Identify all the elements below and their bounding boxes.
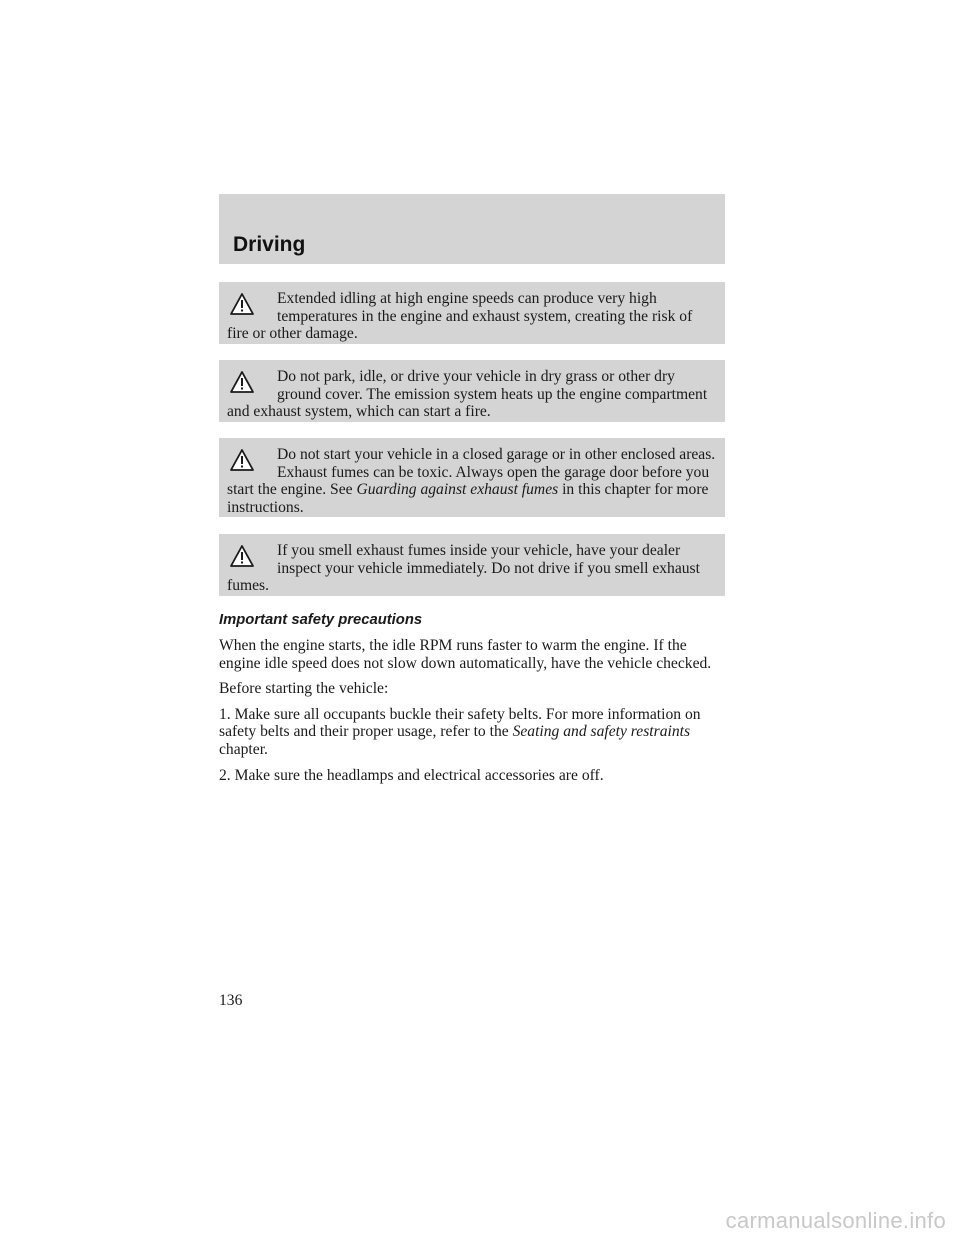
watermark: carmanualsonline.info [725,1208,946,1233]
warning-text-after: in this chapter for more instructions. [227,481,709,516]
step-1 [219,706,725,759]
warning-text-before: Do not start your vehicle in a closed garage or in other enclosed areas. Exhaust fumes can be toxic. Always open the garage door before you start the engine. See [227,446,716,499]
step-2: 2. Make sure the headlamps and electrical accessories are off. [219,766,604,784]
warning-box-smell-fumes [219,534,725,596]
cross-reference-seating: Seating and safety restraints [512,723,691,741]
step-1-text-before: 1. Make sure all occupants buckle their safety belts. For more information on safety belts and their proper usage, refer to the [219,705,701,741]
warning-triangle-icon [227,368,277,402]
warning-box-dry-grass [219,360,725,422]
warning-triangle-icon [227,542,277,576]
warning-text: If you smell exhaust fumes inside your vehicle, have your dealer inspect your vehicle immediately. Do not drive if you smell exhaust fumes. [227,542,700,595]
chapter-title: Driving [233,233,306,256]
cross-reference-exhaust-fumes: Guarding against exhaust fumes [356,481,559,499]
section-heading: Important safety precautions [219,612,423,628]
warning-text [227,446,717,516]
warning-box-idling [219,282,725,344]
page-number: 136 [219,992,243,1009]
warning-text: Extended idling at high engine speeds can produce very high temperatures in the engine and exhaust system, creating the risk of fire or other damage. [227,290,693,343]
paragraph-before-starting: Before starting the vehicle: [219,680,389,698]
warning-text: Do not park, idle, or drive your vehicle in dry grass or other dry ground cover. The emission system heats up the engine compartment and exhaust system, which can start a fire. [227,368,708,421]
step-1-text-after: chapter. [219,740,268,758]
chapter-header [219,194,725,264]
paragraph-idle-rpm: When the engine starts, the idle RPM runs faster to warm the engine. If the engine idle speed does not slow down automatically, have the vehicle checked. [219,637,712,672]
safety-precautions-section [219,612,725,792]
warning-triangle-icon [227,290,277,324]
warning-box-closed-garage [219,438,725,517]
warning-triangle-icon [227,446,277,480]
